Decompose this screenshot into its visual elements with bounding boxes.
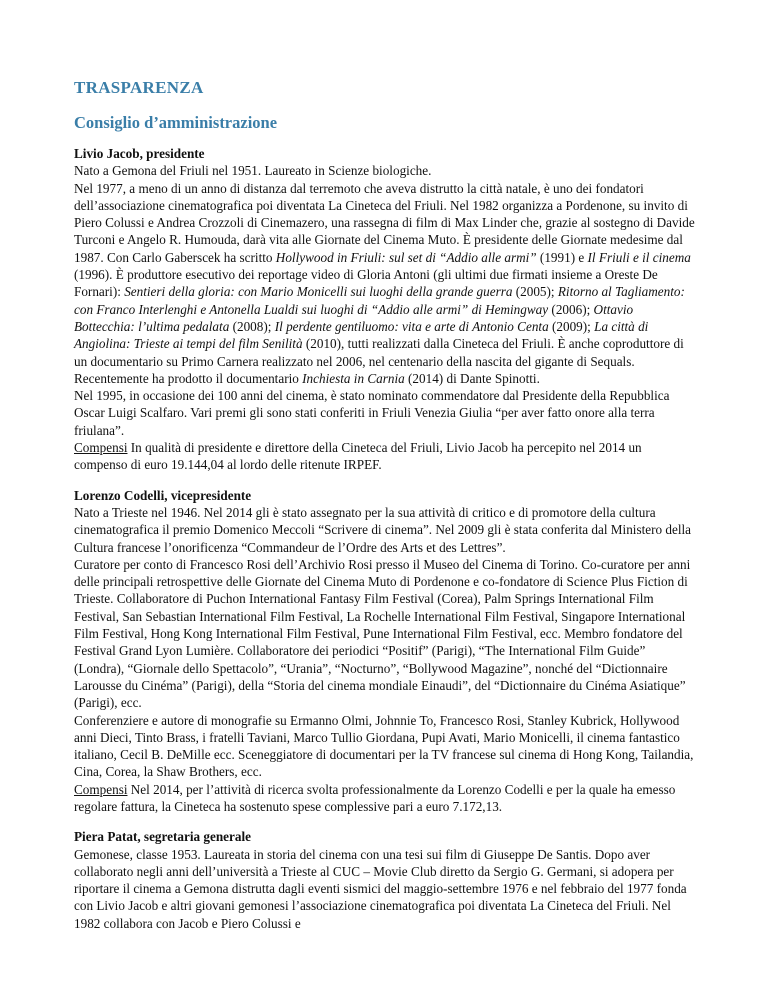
title-italic: Inchiesta in Carnia: [302, 370, 405, 386]
text-run: Nel 1977, a meno di un anno di distanza dal terremoto che aveva distrutto la città natale, è uno dei fondatori dell’associazione cinematografica poi diventata La Cineteca del Friuli. Nel 1982 organizza a Pordenone, su invito di Piero Colussi e Andrea Crozzoli di Cinemazero, una rassegna di film di Max Linder che, grazie al sostegno di Davide Turconi e Angelo R. Humouda, darà vita alle Giornate del Cinema Muto. È presidente delle Giornate medesime dal 1987. Con Carlo Gaberscek ha scritto: [74, 180, 695, 265]
member-name: Livio Jacob, presidente: [74, 146, 205, 161]
text-run: Nel 2014, per l’attività di ricerca svolta professionalmente da Lorenzo Codelli e per la quale ha emesso regolare fattura, la Cineteca ha sostenuto spese complessive pari a euro 7.172,13.: [74, 781, 676, 814]
document-page: [74, 78, 696, 945]
board-members-list: [74, 145, 696, 932]
compensi-label: Compensi: [74, 440, 128, 456]
text-run: Curatore per conto di Francesco Rosi dell’Archivio Rosi presso il Museo del Cinema di Torino. Co-curatore per anni delle principali retrospettive delle Giornate del Cinema Muto di Pordenone e co-fondatore di Science Plus Fiction di Trieste. Collaboratore di Puchon International Fantasy Film Festival (Corea), Palm Springs International Film Festival, San Sebastian International Film Festival, La Rochelle International Film Festival, Singapore International Film Festival, Hong Kong International Film Festival, Pune International Film Festival, ecc. Membro fondatore del Festival Grand Lyon Lumière. Collaboratore dei periodici “Positif” (Parigi), “The International Film Guide” (Londra), “Giornale dello Spettacolo”, “Urania”, “Nocturno”, “Bollywood Magazine”, nonché del “Dictionnaire Larousse du Cinéma” (Parigi), della “Storia del cinema mondiale Einaudi”, del “Dictionnaire du Cinéma Asiatique” (Parigi), ecc.: [74, 556, 691, 711]
title-italic: Ritorno al Tagliamento: con Franco Interlenghi e Antonella Lualdi sui luoghi di “Addio alle armi” di Hemingway: [74, 284, 685, 317]
title-italic: Hollywood in Friuli: sul set di “Addio alle armi”: [275, 249, 537, 265]
text-run: (2010), tutti realizzati dalla Cineteca del Friuli. È anche coproduttore di un documentario su Primo Carnera realizzato nel 2006, nel centenario della nascita del gigante di Sequals. Recentemente ha prodotto il documentario: [74, 336, 684, 386]
member-section: [74, 828, 696, 932]
text-run: Nato a Gemona del Friuli nel 1951. Laureato in Scienze biologiche.: [74, 163, 432, 179]
member-paragraph: [74, 556, 696, 712]
text-run: (2005);: [512, 284, 558, 300]
member-name: Lorenzo Codelli, vicepresidente: [74, 487, 252, 503]
member-paragraph: [74, 387, 696, 439]
section-title: Consiglio d’amministrazione: [74, 113, 278, 132]
member-section: [74, 487, 696, 816]
text-run: (2009);: [548, 318, 595, 334]
text-run: (1996). È produttore esecutivo dei reportage video di Gloria Antoni (gli ultimi due firmati insieme a Oreste De Fornari):: [74, 267, 658, 300]
title-italic: Sentieri della gloria: con Mario Monicelli sui luoghi della grande guerra: [124, 284, 513, 300]
title-italic: Il perdente gentiluomo: vita e arte di Antonio Centa: [274, 318, 549, 334]
member-paragraph: [74, 846, 696, 932]
page-title: TRASPARENZA: [74, 78, 204, 97]
member-section: [74, 145, 696, 474]
member-paragraph: [74, 180, 696, 388]
text-run: Nato a Trieste nel 1946. Nel 2014 gli è stato assegnato per la sua attività di critico e di promotore della cultura cinematografica il premio Domenico Meccoli “Scrivere di cinema”. Nel 2009 gli è stata conferita dal Ministero della Cultura francese l’onorificenza “Commandeur de l’Ordre des Arts et des Lettres”.: [74, 504, 692, 555]
compensi-label: Compensi: [74, 781, 128, 797]
text-run: (2006);: [548, 301, 594, 317]
member-paragraph: [74, 439, 696, 474]
text-run: In qualità di presidente e direttore della Cineteca del Friuli, Livio Jacob ha percepito nel 2014 un compenso di euro 19.144,04 al lordo delle ritenute IRPEF.: [74, 440, 642, 473]
text-run: (2014) di Dante Spinotti.: [404, 370, 540, 386]
member-paragraph: [74, 504, 696, 556]
title-italic: La città di Angiolina: Trieste ai tempi del film Senilità: [74, 318, 649, 352]
member-name: Piera Patat, segretaria generale: [74, 829, 251, 845]
text-run: (1991) e: [536, 249, 588, 265]
text-run: Nel 1995, in occasione dei 100 anni del cinema, è stato nominato commendatore dal Presidente della Repubblica Oscar Luigi Scalfaro. Vari premi gli sono stati conferiti in Friuli Venezia Giulia “per aver fatto onore alla terra friulana”.: [74, 388, 670, 438]
text-run: (2008);: [229, 318, 275, 334]
text-run: Conferenziere e autore di monografie su Ermanno Olmi, Johnnie To, Francesco Rosi, Stanley Kubrick, Hollywood anni Dieci, Tinto Brass, i fratelli Taviani, Marco Tullio Giordana, Pupi Avati, Mario Monicelli, il cinema fantastico italiano, Cecil B. DeMille ecc. Sceneggiatore di documentari per la TV francese sul cinema di Hong Kong, Tailandia, Cina, Corea, la Shaw Brothers, ecc.: [74, 712, 694, 780]
member-paragraph: [74, 712, 696, 781]
member-paragraph: [74, 781, 696, 816]
title-italic: Il Friuli e il cinema: [587, 249, 691, 265]
text-run: Gemonese, classe 1953. Laureata in storia del cinema con una tesi sui film di Giuseppe De Santis. Dopo aver collaborato negli anni dell’università a Trieste al CUC – Movie Club diretto da Sergio G. Germani, si adopera per riportare il cinema a Gemona distrutta dagli eventi sismici del maggio-settembre 1976 e nel febbraio del 1977 fonda con Livio Jacob e altri giovani gemonesi l’associazione cinematografica poi diventata La Cineteca del Friuli. Nel 1982 collabora con Jacob e Piero Colussi e: [74, 846, 687, 931]
member-paragraph: [74, 162, 696, 179]
title-italic: Ottavio Bottecchia: l’ultima pedalata: [74, 301, 634, 334]
